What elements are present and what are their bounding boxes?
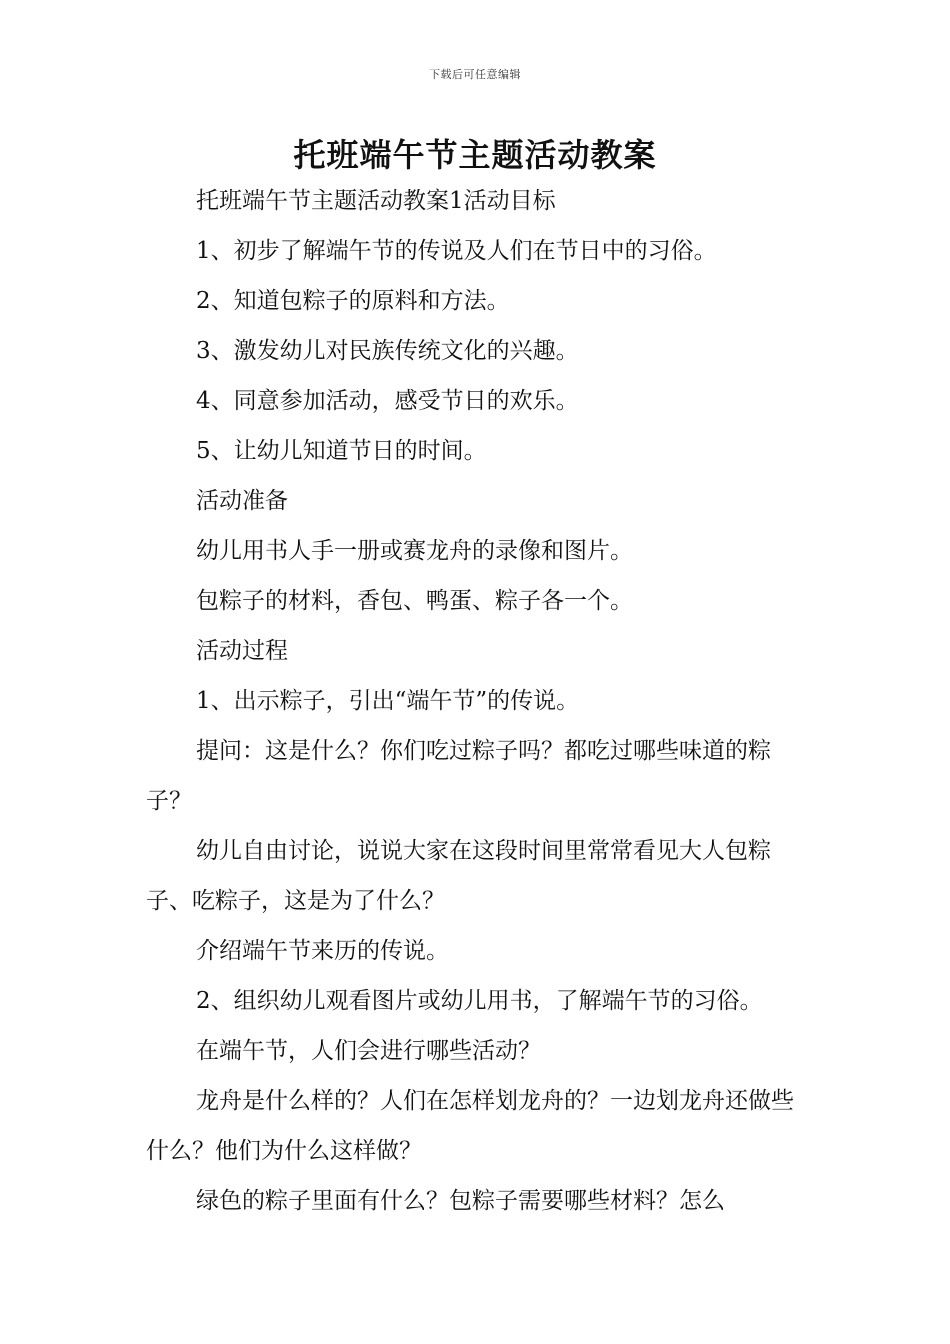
download-note: 下载后可任意编辑 <box>429 68 521 81</box>
section-heading: 活动准备 <box>196 488 288 514</box>
paragraph: 1、出示粽子，引出“端午节”的传说。 <box>196 688 580 714</box>
paragraph: 包粽子的材料，香包、鸭蛋、粽子各一个。 <box>196 588 633 614</box>
document-body <box>146 176 810 1226</box>
paragraph: 在端午节，人们会进行哪些活动？ <box>196 1038 541 1064</box>
paragraph: 3、激发幼儿对民族传统文化的兴趣。 <box>196 338 579 364</box>
paragraph: 4、同意参加活动，感受节日的欢乐。 <box>196 388 579 414</box>
paragraph: 介绍端午节来历的传说。 <box>196 938 449 964</box>
section-heading: 活动过程 <box>196 638 288 664</box>
paragraph: 5、让幼儿知道节日的时间。 <box>196 438 487 464</box>
paragraph: 提问：这是什么？你们吃过粽子吗？都吃过哪些味道的粽子？ <box>146 738 771 814</box>
document-title: 托班端午节主题活动教案 <box>293 136 657 174</box>
paragraph: 龙舟是什么样的？人们在怎样划龙舟的？一边划龙舟还做些什么？他们为什么这样做？ <box>146 1088 794 1164</box>
paragraph: 2、知道包粽子的原料和方法。 <box>196 288 510 314</box>
paragraph: 1、初步了解端午节的传说及人们在节日中的习俗。 <box>196 238 717 264</box>
paragraph: 幼儿用书人手一册或赛龙舟的录像和图片。 <box>196 538 633 564</box>
paragraph: 2、组织幼儿观看图片或幼儿用书，了解端午节的习俗。 <box>196 988 763 1014</box>
paragraph: 绿色的粽子里面有什么？包粽子需要哪些材料？怎么 <box>196 1188 725 1214</box>
paragraph: 幼儿自由讨论，说说大家在这段时间里常常看见大人包粽子、吃粽子，这是为了什么？ <box>146 838 771 914</box>
paragraph: 托班端午节主题活动教案1活动目标 <box>196 188 556 214</box>
